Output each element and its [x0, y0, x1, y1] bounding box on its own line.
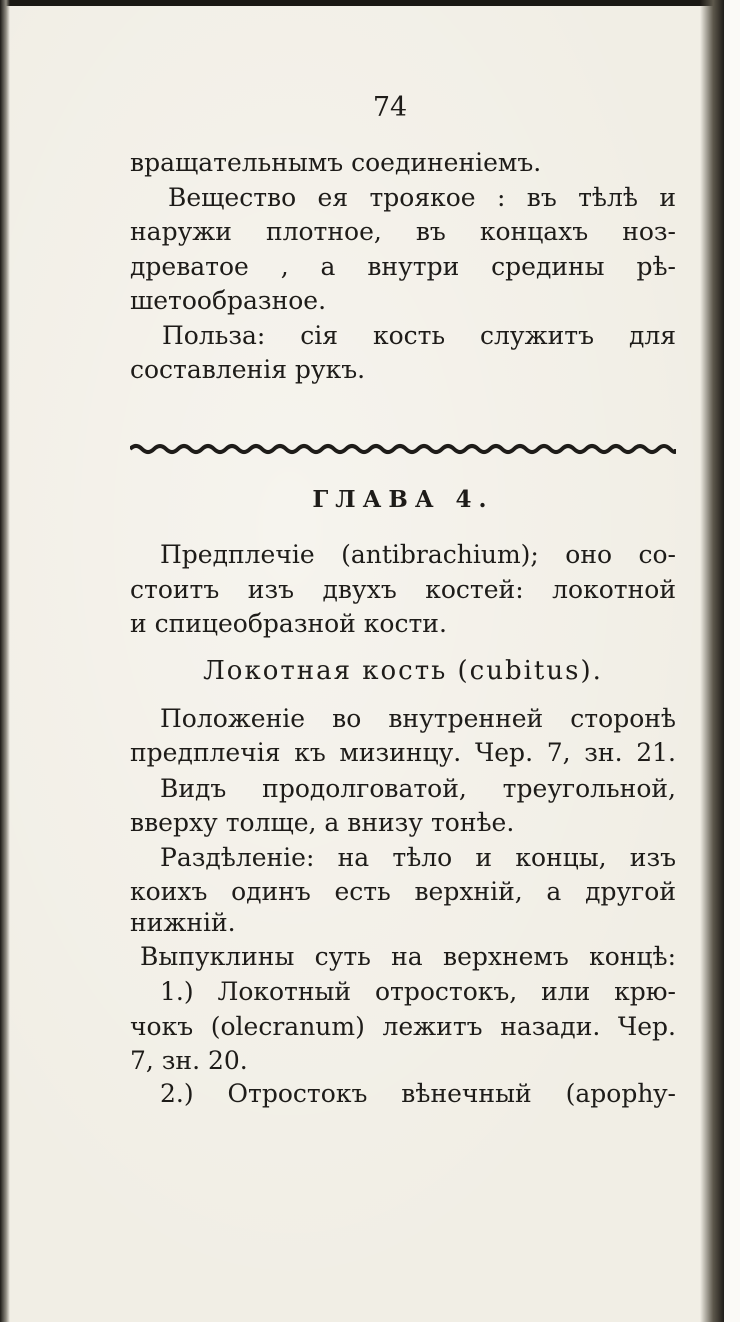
text-line: Выпуклины суть на верхнемъ концѣ: [140, 942, 676, 971]
text-line: шетообразное. [130, 286, 327, 315]
text-line: вращательнымъ соединеніемъ. [130, 148, 542, 177]
text-line: чокъ (olecranum) лежитъ назади. Чер. [130, 1012, 676, 1041]
text-line: 2.) Отростокъ вѣнечный (apophy- [160, 1079, 676, 1108]
text-line: Видъ продолговатой, треугольной, [160, 774, 676, 803]
text-line: предплечія къ мизинцу. Чер. 7, зн. 21. [130, 738, 676, 767]
text-line: Польза: сія кость служитъ для [162, 321, 676, 350]
text-line: 1.) Локотный отростокъ, или крю- [160, 977, 676, 1006]
text-line: стоитъ изъ двухъ костей: локотной [130, 575, 676, 604]
text-line: и спицеобразной кости. [130, 609, 447, 638]
text-line: 7, зн. 20. [130, 1046, 248, 1075]
text-line: Раздѣленіе: на тѣло и концы, изъ [160, 843, 676, 872]
scan-margin [724, 0, 740, 1322]
text-line: древатое , а внутри средины рѣ- [130, 252, 676, 281]
page-top-edge [0, 0, 724, 6]
page-right-edge [700, 0, 724, 1322]
page-left-edge [0, 0, 10, 1322]
page-number: 74 [372, 92, 408, 123]
text-line: Вещество ея троякое : въ тѣлѣ и [168, 183, 676, 212]
ornamental-divider [130, 442, 676, 456]
text-line: коихъ одинъ есть верхній, а другой [130, 877, 676, 906]
text-line: наружи плотное, въ концахъ ноз- [130, 217, 676, 246]
text-line: составленія рукъ. [130, 355, 366, 384]
text-line: вверху толще, а внизу тонѣе. [130, 808, 515, 837]
text-line: Предплечіе (antibrachium); оно со- [160, 540, 676, 569]
text-line: Положеніе во внутренней сторонѣ [160, 704, 676, 733]
text-line: нижній. [130, 908, 236, 937]
chapter-title: ГЛАВА 4. [312, 486, 494, 513]
section-title: Локотная кость (cubitus). [203, 656, 603, 686]
